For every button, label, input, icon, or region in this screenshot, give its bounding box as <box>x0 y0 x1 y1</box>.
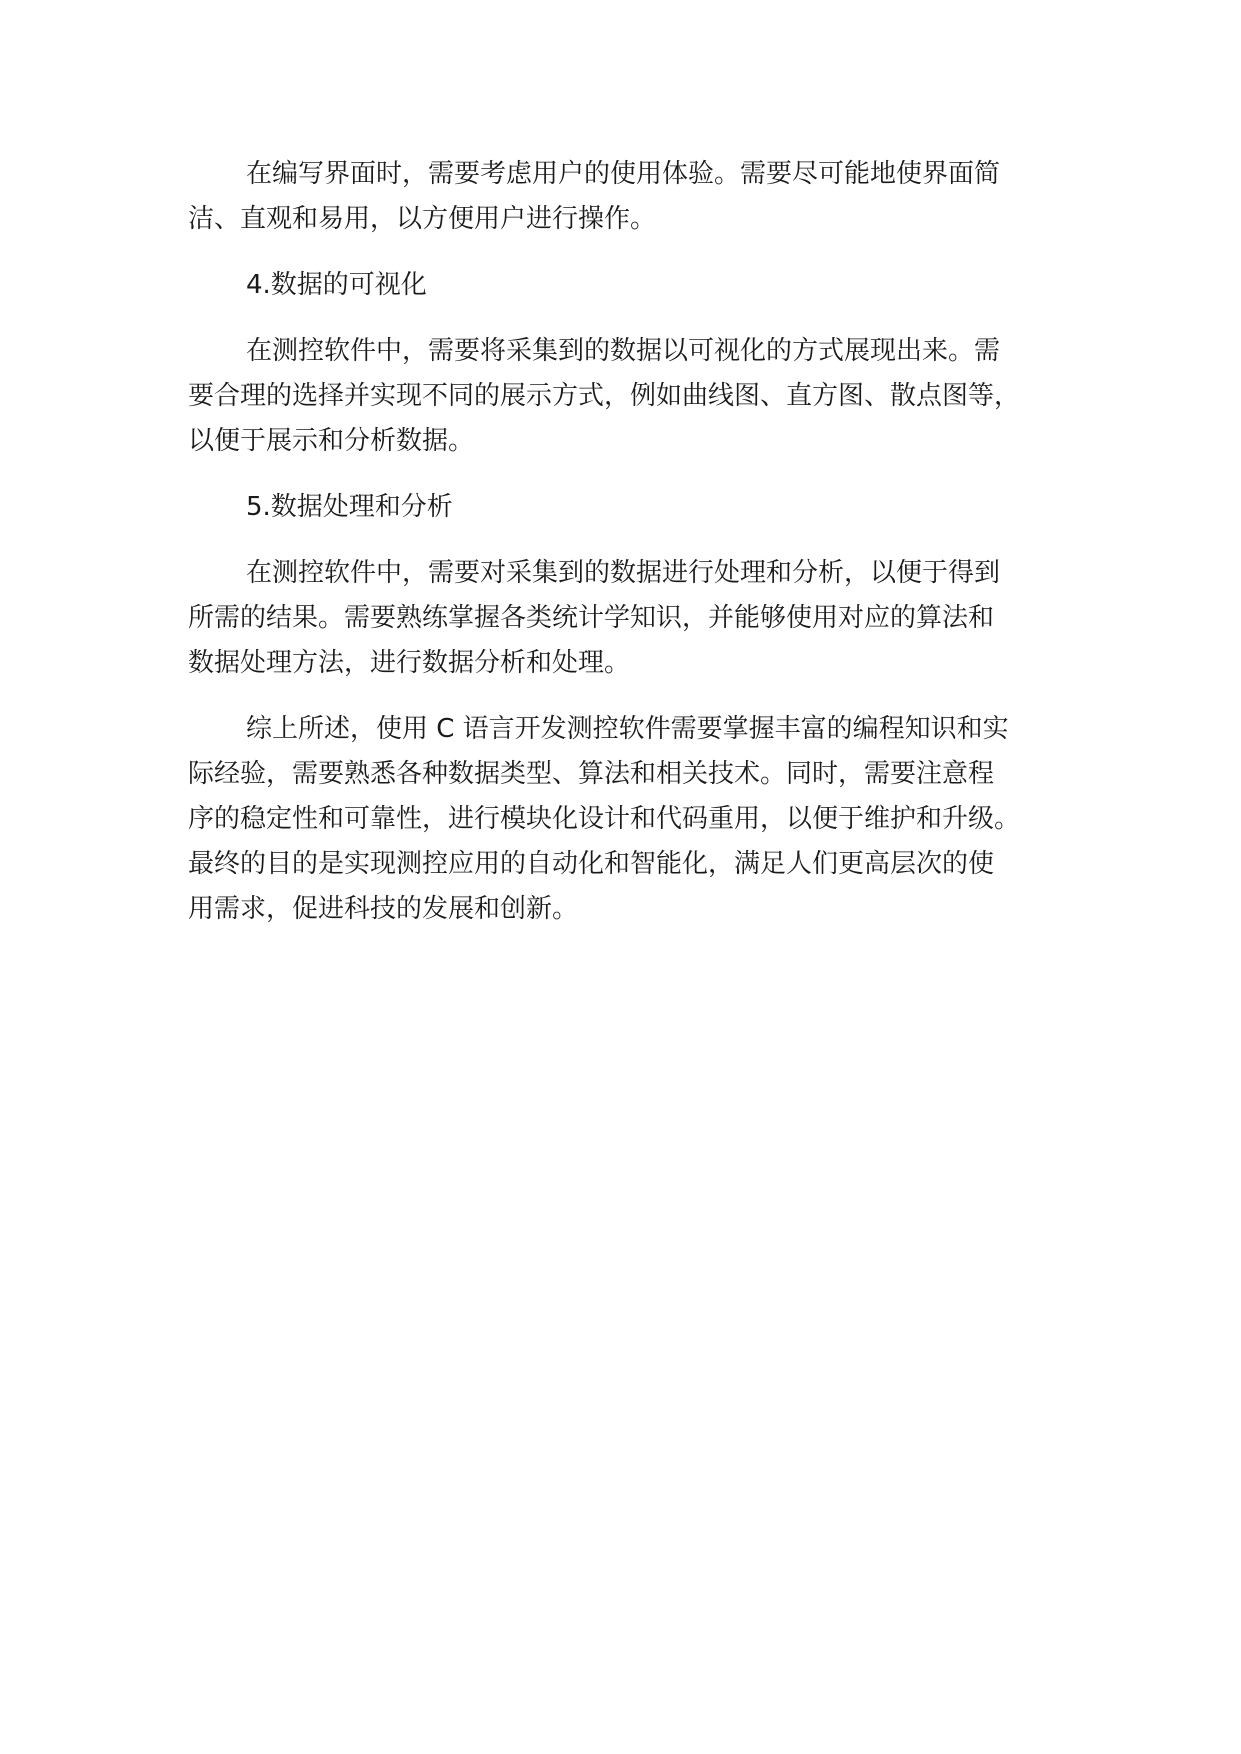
document-body <box>188 152 1088 953</box>
paragraph-line: 最终的目的是实现测控应用的自动化和智能化，满足人们更高层次的使 <box>188 849 995 879</box>
paragraph-line: 在测控软件中，需要将采集到的数据以可视化的方式展现出来。需 <box>246 336 1001 366</box>
paragraph-line: 序的稳定性和可靠性，进行模块化设计和代码重用，以便于维护和升级。 <box>188 804 1021 834</box>
paragraph-interface-design <box>188 152 1088 242</box>
paragraph-line: 际经验，需要熟悉各种数据类型、算法和相关技术。同时，需要注意程 <box>188 759 995 789</box>
paragraph-line: 数据处理方法，进行数据分析和处理。 <box>188 648 631 678</box>
paragraph-processing <box>188 551 1088 686</box>
paragraph-line: 用需求，促进科技的发展和创新。 <box>188 894 579 924</box>
paragraph-line: 洁、直观和易用，以方便用户进行操作。 <box>188 204 657 234</box>
paragraph-visualization <box>188 329 1088 464</box>
section-heading-visualization: 4.数据的可视化 <box>246 270 427 300</box>
paragraph-line: 以便于展示和分析数据。 <box>188 426 475 456</box>
paragraph-line: 综上所述，使用 C 语言开发测控软件需要掌握丰富的编程知识和实 <box>246 714 1009 744</box>
paragraph-conclusion <box>188 707 1088 932</box>
paragraph-line: 在编写界面时，需要考虑用户的使用体验。需要尽可能地使界面简 <box>246 159 1001 189</box>
paragraph-line: 在测控软件中，需要对采集到的数据进行处理和分析，以便于得到 <box>246 558 1001 588</box>
paragraph-line: 要合理的选择并实现不同的展示方式，例如曲线图、直方图、散点图等， <box>188 381 1021 411</box>
paragraph-line: 所需的结果。需要熟练掌握各类统计学知识，并能够使用对应的算法和 <box>188 603 995 633</box>
section-heading-processing: 5.数据处理和分析 <box>246 492 453 522</box>
